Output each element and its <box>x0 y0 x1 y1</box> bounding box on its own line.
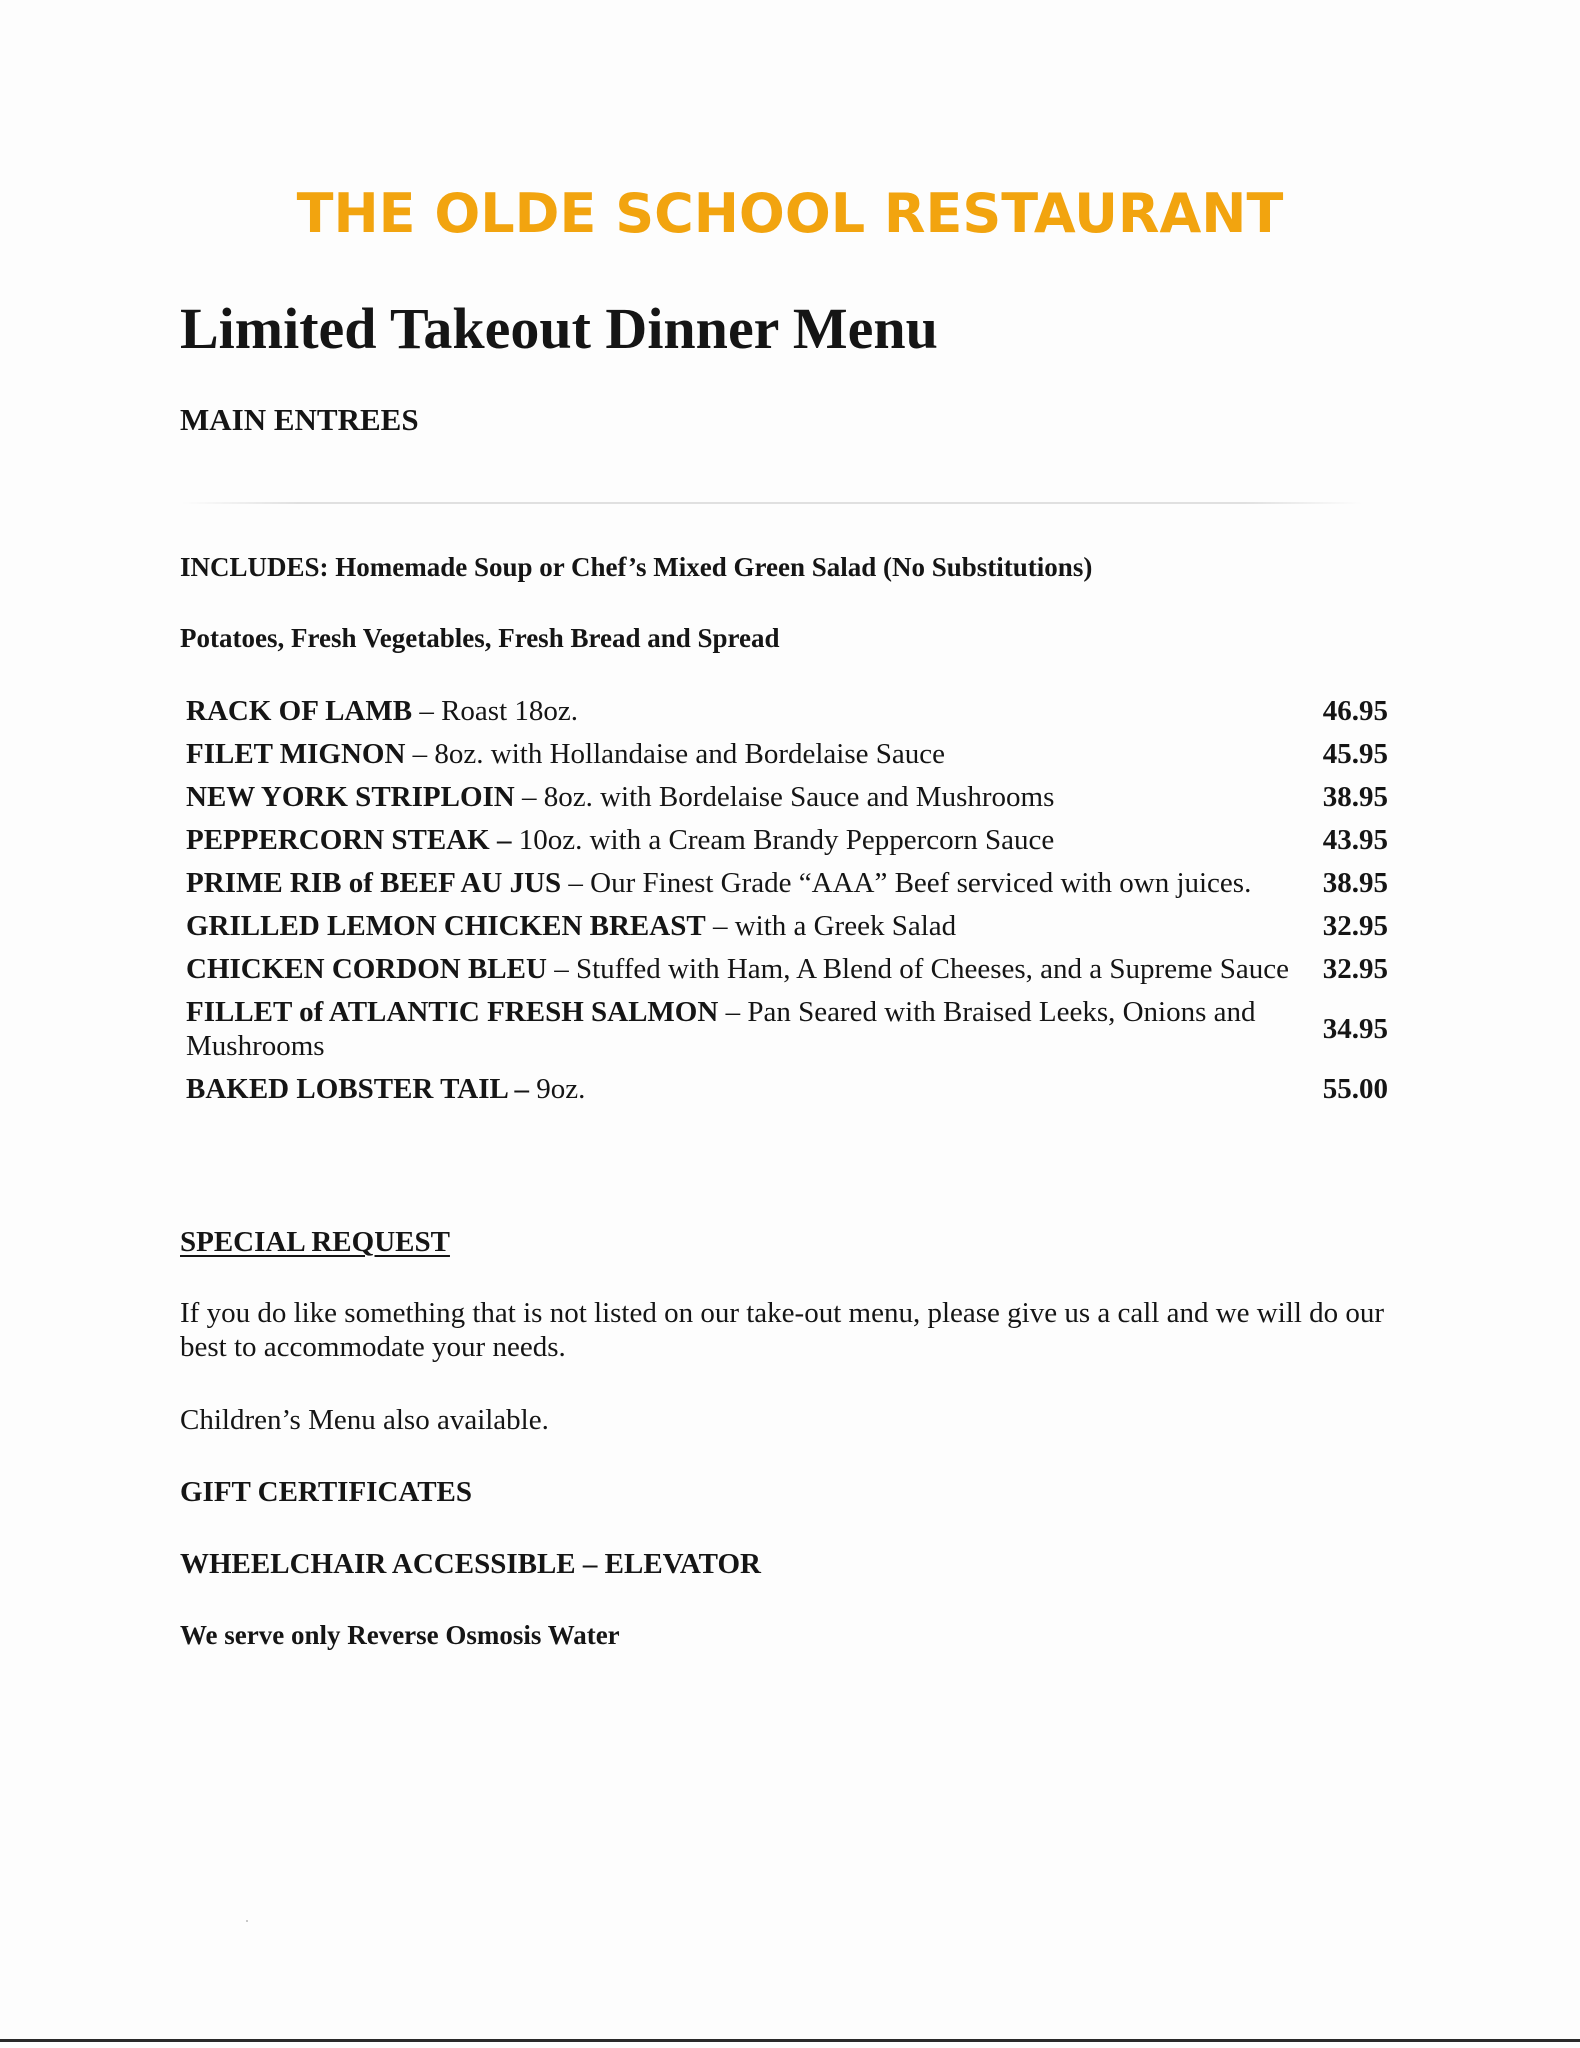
entree-item <box>186 780 1388 814</box>
page-bottom-edge <box>0 2039 1580 2042</box>
entree-description <box>186 995 1302 1063</box>
entree-name: FILET MIGNON <box>186 738 406 770</box>
entree-price: 32.95 <box>1322 910 1388 942</box>
main-entrees-heading: MAIN ENTREES <box>180 402 419 437</box>
entree-price: 38.95 <box>1322 867 1388 899</box>
entree-detail: – 8oz. with Hollandaise and Bordelaise Sauce <box>405 738 945 770</box>
entree-detail: – with a Greek Salad <box>705 910 957 942</box>
entree-description <box>186 1072 1302 1106</box>
entree-price: 43.95 <box>1322 824 1388 856</box>
entree-detail: – Stuffed with Ham, A Blend of Cheeses, and a Supreme Sauce <box>546 953 1289 985</box>
scan-speck <box>246 1920 248 1922</box>
entree-item <box>186 737 1388 771</box>
entree-item <box>186 694 1388 728</box>
entree-price: 45.95 <box>1322 738 1388 770</box>
entree-name: RACK OF LAMB <box>186 695 413 727</box>
special-request-text: If you do like something that is not listed on our take-out menu, please give us a call and we will do our best to accommodate your needs. <box>180 1297 1385 1363</box>
includes-note: INCLUDES: Homemade Soup or Chef’s Mixed Green Salad (No Substitutions) <box>180 552 1093 582</box>
entree-item <box>186 866 1388 900</box>
entree-price: 32.95 <box>1322 953 1388 985</box>
entree-description <box>186 866 1302 900</box>
entree-name: BAKED LOBSTER TAIL – <box>186 1073 530 1105</box>
entree-name: CHICKEN CORDON BLEU <box>186 953 547 985</box>
entree-name: NEW YORK STRIPLOIN <box>186 781 515 813</box>
entree-item <box>186 995 1388 1063</box>
entree-description <box>186 952 1302 986</box>
entree-item <box>186 952 1388 986</box>
entree-description <box>186 780 1302 814</box>
gift-certificates-note: GIFT CERTIFICATES <box>180 1476 473 1508</box>
entree-price: 46.95 <box>1322 695 1388 727</box>
entree-name: PRIME RIB of BEEF AU JUS <box>186 867 562 899</box>
entree-detail: – Our Finest Grade “AAA” Beef serviced with own juices. <box>561 867 1252 899</box>
sides-note: Potatoes, Fresh Vegetables, Fresh Bread and Spread <box>180 623 780 653</box>
entree-detail: – Pan Seared with Braised Leeks, Onions and Mushrooms <box>186 996 1256 1062</box>
entree-description <box>186 694 1302 728</box>
entree-item <box>186 823 1388 857</box>
divider <box>182 502 1362 504</box>
entree-detail: – Roast 18oz. <box>412 695 579 727</box>
entree-name: GRILLED LEMON CHICKEN BREAST <box>186 910 706 942</box>
entree-price: 38.95 <box>1322 781 1388 813</box>
special-request-heading: SPECIAL REQUEST <box>180 1226 450 1258</box>
entree-list <box>186 694 1388 1106</box>
entree-description <box>186 823 1302 857</box>
childrens-menu-note: Children’s Menu also available. <box>180 1404 549 1436</box>
entree-name: FILLET of ATLANTIC FRESH SALMON <box>186 996 719 1028</box>
entree-description <box>186 909 1302 943</box>
entree-detail: – 8oz. with Bordelaise Sauce and Mushrooms <box>514 781 1055 813</box>
water-note: We serve only Reverse Osmosis Water <box>180 1620 620 1650</box>
entree-price: 55.00 <box>1322 1073 1388 1105</box>
entree-item <box>186 909 1388 943</box>
menu-title: Limited Takeout Dinner Menu <box>180 296 938 361</box>
entree-price: 34.95 <box>1322 1013 1388 1045</box>
entree-item <box>186 1072 1388 1106</box>
accessibility-note: WHEELCHAIR ACCESSIBLE – ELEVATOR <box>180 1548 761 1580</box>
restaurant-name: THE OLDE SCHOOL RESTAURANT <box>296 182 1284 245</box>
entree-description <box>186 737 1302 771</box>
entree-detail: 10oz. with a Cream Brandy Peppercorn Sauce <box>511 824 1055 856</box>
entree-name: PEPPERCORN STEAK – <box>186 824 512 856</box>
entree-detail: 9oz. <box>529 1073 586 1105</box>
